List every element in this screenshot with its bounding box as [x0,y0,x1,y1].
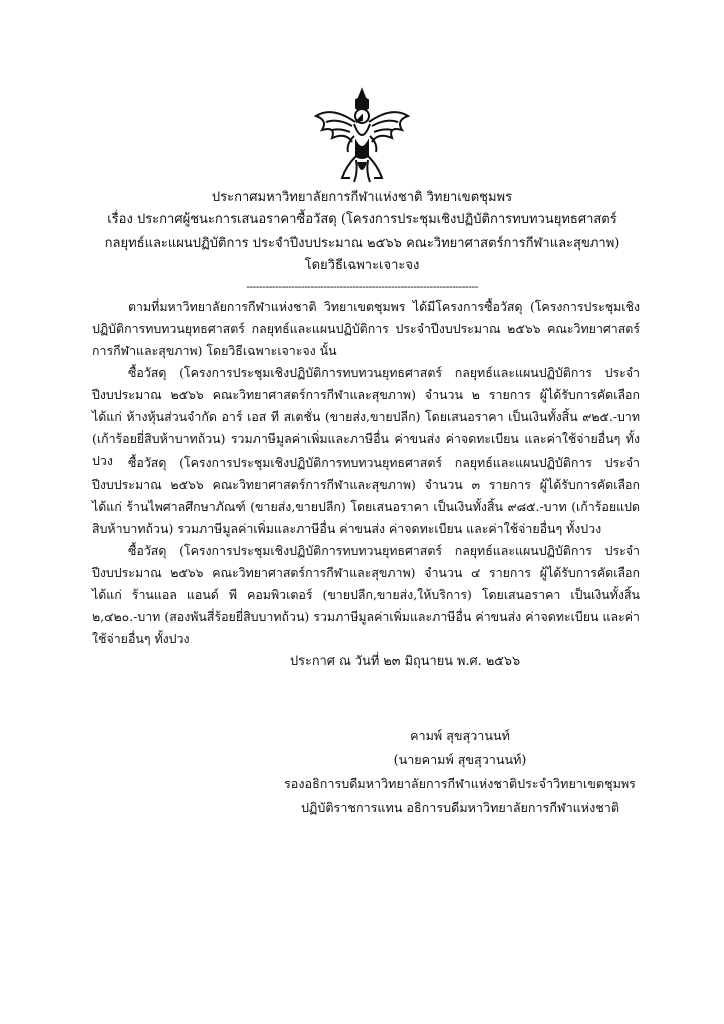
announcement-method: โดยวิธีเฉพาะเจาะจง [304,258,420,273]
header-divider: ------------------------------------------------------------------------ [246,280,478,293]
signatory-position: รองอธิการบดีมหาวิทยาลัยการกีฬาแห่งชาติประจำวิทยาเขตชุมพร [284,776,636,791]
signature-name: คามพ์ สุขสุวานนท์ [410,728,510,743]
paragraph-intro: ตามที่มหาวิทยาลัยการกีฬาแห่งชาติ วิทยาเขตชุมพร ได้มีโครงการซื้อวัสดุ (โครงการประชุมเชิงปฏิบัติการทบทวนยุทธศาสตร์ กลยุทธ์และแผนปฏิบัติการ ประจำปีงบประมาณ ๒๕๖๖ คณะวิทยาศาสตร์การกีฬาและสุขภาพ) โดยวิธีเฉพาะเจาะจง นั้น [92,299,640,358]
announcement-subject-cont: กลยุทธ์และแผนปฏิบัติการ ประจำปีงบประมาณ ๒๕๖๖ คณะวิทยาศาสตร์การกีฬาและสุขภาพ) [104,236,620,251]
paragraph-award-2: ซื้อวัสดุ (โครงการประชุมเชิงปฏิบัติการทบทวนยุทธศาสตร์ กลยุทธ์และแผนปฏิบัติการ ประจำปีงบประมาณ ๒๕๖๖ คณะวิทยาศาสตร์การกีฬาและสุขภาพ) จำนวน ๓ รายการ ผู้ได้รับการคัดเลือก ได้แก่ ร้านไพศาลศึกษาภัณฑ์ (ขายส่ง,ขายปลีก) โดยเสนอราคา เป็นเงินทั้งสิ้น ๙๘๕.-บาท (เก้าร้อยแปดสิบห้าบาทถ้วน) รวมภาษีมูลค่าเพิ่มและภาษีอื่น ค่าขนส่ง ค่าจดทะเบียน และค่าใช้จ่ายอื่นๆ ทั้งปวง [92,455,640,536]
announcement-title: ประกาศมหาวิทยาลัยการกีฬาแห่งชาติ วิทยาเขตชุมพร [211,190,513,205]
signatory-printed-name: (นายคามพ์ สุขสุวานนท์) [393,752,527,767]
paragraph-award-3: ซื้อวัสดุ (โครงการประชุมเชิงปฏิบัติการทบทวนยุทธศาสตร์ กลยุทธ์และแผนปฏิบัติการ ประจำปีงบประมาณ ๒๕๖๖ คณะวิทยาศาสตร์การกีฬาและสุขภาพ) จำนวน ๔ รายการ ผู้ได้รับการคัดเลือก ได้แก่ ร้านแอล แอนด์ พี คอมพิวเตอร์ (ขายปลีก,ขายส่ง,ให้บริการ) โดยเสนอราคา เป็นเงินทั้งสิ้น ๒,๔๒๐.-บาท (สองพันสี่ร้อยยี่สิบบาทถ้วน) รวมภาษีมูลค่าเพิ่มและภาษีอื่น ค่าขนส่ง ค่าจดทะเบียน และค่าใช้จ่ายอื่นๆ ทั้งปวง [92,543,640,646]
announcement-subject: เรื่อง ประกาศผู้ชนะการเสนอราคาซื้อวัสดุ (โครงการประชุมเชิงปฏิบัติการทบทวนยุทธศาสตร์ [107,212,617,227]
garuda-emblem-icon [312,86,412,186]
announce-date: ประกาศ ณ วันที่ ๒๓ มิถุนายน พ.ศ. ๒๕๖๖ [290,654,521,669]
signatory-acting-for: ปฏิบัติราชการแทน อธิการบดีมหาวิทยาลัยการกีฬาแห่งชาติ [300,800,620,815]
paragraph-award-1: ซื้อวัสดุ (โครงการประชุมเชิงปฏิบัติการทบทวนยุทธศาสตร์ กลยุทธ์และแผนปฏิบัติการ ประจำปีงบประมาณ ๒๕๖๖ คณะวิทยาศาสตร์การกีฬาและสุขภาพ) จำนวน ๒ รายการ ผู้ได้รับการคัดเลือก ได้แก่ ห้างหุ้นส่วนจำกัด อาร์ เอส ที สเตชั่น (ขายส่ง,ขายปลีก) โดยเสนอราคา เป็นเงินทั้งสิ้น ๙๒๕.-บาท (เก้าร้อยยี่สิบห้าบาทถ้วน) รวมภาษีมูลค่าเพิ่มและภาษีอื่น ค่าขนส่ง ค่าจดทะเบียน และค่าใช้จ่ายอื่นๆ ทั้งปวง [92,365,640,468]
